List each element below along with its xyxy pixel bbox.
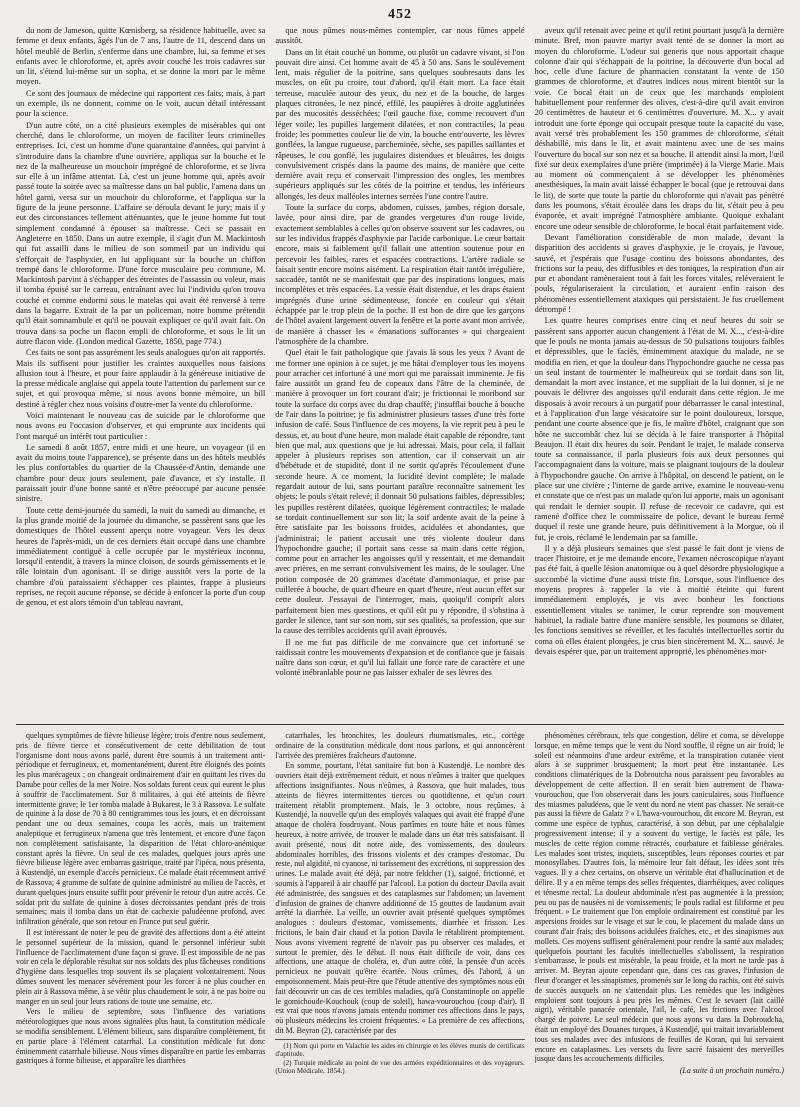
bottom-column-1 [16, 731, 265, 1101]
top-column-1 [16, 26, 265, 716]
article-suicide-chloroform [16, 26, 784, 716]
paragraph: phénomènes cérébraux, tels que congestion, délire et coma, se développe lorsque, en même temps que le vent du Nord souffle, il règne un air froid; le soleil est néanmoins d'une ardeur extrême, et la transpiration cutanée vient alors à se supprimer brusquement; la mort peut être instantanée. Les conditions climatériques de la Dobroutcha nous paraissent peu favorables au développement de cette affection. Il en serait bien autrement de l'hawa-vourouchou, que l'on observerait dans les jours caniculaires, sous l'influence des miasmes paludéens, que le vent du nord ne vient pas chasser. Ne serait-ce pas aussi la fièvre de Galatz ? « L'hawa-vourouchou, dit encore M. Beyran, est comme une espèce de typhus, caractérisé, à son début, par une céphalalgie progressivement intense; il y a souvent du vertige, le faciès est pâle, les muscles de cette région comme rétractés, courbature et faiblesse générales. Les malades sont tristes, inquiets, susceptibles, leurs réponses courtes et par monosyllabes. D'autres fois, la mémoire leur fait défaut, les idées sont très vagues. Il y a chez certains, on observe un véritable état d'hallucination et de délire. Il y a en même temps des selles fréquentes, diarrhéiques, avec coliques et ténesme rectal. La douleur abdominale n'est pas augmentée à la pression; peu ou pas de nausées ni de vomissements; le pouls radial est filiforme et peu fréquent. » Le traitement que l'on emploie ordinairement est constitué par les aspersions froides sur le visage et sur le cou, le placement du malade dans un courant d'air frais; des boissons acidulées fraîches, etc., et des sinapismes aux mollets. Ces moyens suffisent généralement pour rendre la santé aux malades; quelquefois pourtant les facultés intellectuelles s'abolissent, la respiration s'embarrasse, le pouls est misérable, la peau froide, et la mort ne tarde pas à arriver. M. Beyran ajoute cependant que, dans ces cas graves, l'infusion de fleur d'oranger et les sinapismes, promenés sur le long du rachis, ont été suivis de succès auxquels on ne s'attendait plus. Les remèdes que les indigènes emploient sont toujours à peu près les mêmes. C'est le sevaert (lait caillé aigri), véritable panacée orientale, l'ail, le café, les frictions avec l'alcool chargé de poivre. Le seul médecin que nous ayons vu dans la Dobroudcha, était un employé des Douanes turques, à Kustendjé, qui traitait invariablement tous ses malades avec des infusions de feuilles de Koran, qui lui servaient encore en cataplasmes. Les versets du livre sacré faisaient des merveilles jusque dans les accouchements difficiles. [534, 731, 784, 1064]
paragraph: Le samedi 8 août 1857, entre midi et une heure, un voyageur (il en avait du moins toute l'apparence), se présente dans un des hôtels meublés les plus confortables du quartier de la Chaussée-d'Antin, demande une chambre pour deux jours seulement, paie d'avance, et s'y installe. Il paraissait jouir d'une bonne santé et n'être préoccupé par aucune pensée sinistre. [16, 442, 266, 504]
footnotes [275, 1039, 524, 1076]
footnote-1: (1) Nom qui porte en Valachie les aides en chirurgie et les élèves munis de certificats d'aptitude. [275, 1041, 525, 1059]
paragraph: Il y a déjà plusieurs semaines que s'est passé le fait dont je viens de tracer l'histoire, et je me demande encore, l'examen nécroscopique n'ayant pas été fait, à quelle lésion anatomique ou à quel désordre physiologique a succombé la victime d'une aussi triste fin. Lorsque, sous l'influence des moyens propres à rappeler la vie à moitié éteinte qui furent immédiatement employés, je vis avec bonheur les fonctions essentiellement vitales se ranimer, le cœur reprendre son mouvement habituel, la radiale battre d'une manière sensible, les poumons se dilater, les fonctions sensitives se réveiller, et les facultés intellectuelles sortir du coma où elles étaient plongées, je crus bien sincèrement M. X... sauvé. Je devais espérer que, par un traitement approprié, les phénomènes mor- [534, 543, 784, 656]
paragraph: D'un autre côté, on a cité plusieurs exemples de misérables qui ont cherché, dans le chloroforme, un moyen de faciliter leurs criminelles entreprises. Ici, c'est un homme d'une quarantaine d'années, qui parvint à s'introduire dans la chambre d'une ouvrière, appliqua sur la bouche et le nez de la malheureuse un mouchoir imprégné de chloroforme, et se livra sur elle à un infâme attentat. Là, c'est un jeune homme qui, après avoir passé toute la soirée avec sa maîtresse dans un bal public, l'amena dans un hôtel garni, versa sur un mouchoir du chloroforme, et l'appliqua sur la figure de la jeune personne. L'affaire se déroula devant le jury; mais il y eut des circonstances tellement atténuantes, que le jeune homme fut tout simplement condamné à épouser sa maîtresse. Ceci se passait en Angleterre en 1850. Dans un autre exemple, il s'agit d'un M. Mackintosh qui fut assailli dans le milieu de son sommeil par un individu qui s'efforçait de l'asphyxier, en lui appliquant sur la bouche un chiffon trempé dans le chloroforme. D'une force musculaire peu commune, M. Mackintosh parvint à s'échapper des étreintes de l'assassin ou voleur, mais il tomba épuisé sur le carreau, entraînant avec lui l'individu qu'on trouva couché et comme endormi sous le matelas qui avait été renversé à terre dans la bagarre. Extrait de la par un policeman, notre homme prétendit qu'il était somnambule et qu'il ne pouvait expliquer ce qu'il avait fait. On trouva dans sa poche un flacon empli de chloroforme, et sous le lit un autre flacon vide. (London medical Gazette, 1850, page 774.) [16, 120, 266, 346]
bottom-column-3 [535, 731, 784, 1101]
paragraph: Ces faits ne sont pas assurément les seuls analogues qu'on ait rapportés. Mais ils suffisent pour justifier les craintes auxquelles nous faisions allusion tout à l'heure, et pour faire applaudir à la généreuse initiative de la presse médicale anglaise qui appela toute l'attention du parlement sur ce sujet, et qui provoqua même, si nous avons bonne mémoire, un bill destiné à régler chez nous voisins d'outre-mer la vente du chloroforme. [16, 348, 266, 409]
top-column-3 [535, 26, 784, 716]
paragraph: Il est intéressant de noter le peu de gravité des affections dont a été atteint le personnel supérieur de la mission, quand le personnel inférieur subit l'influence de l'acclimatement d'une façon si grave. Il est impossible de ne pas voir en cela le déplorable résultat sur nos soldats des plus fâcheuses conditions d'hygiène dans lesquelles trop souvent ils se plaçaient volontairement. Nous dûmes souvent les menacer sévèrement pour les forcer à ne plus coucher en plein air à Rassova même, à se vêtir plus chaudement le soir, à ne pas boire ou manger en un seul jour leurs rations de toute une semaine, etc. [16, 927, 266, 1006]
footnote-2: (2) Turquie médicale au point de vue des armées expéditionnaires et des voyageurs. (Union Médicale, 1854.) [275, 1058, 525, 1076]
continuation-note: (La suite à un prochain numéro.) [679, 1066, 784, 1076]
paragraph: que nous pûmes nous-mêmes contempler, car nous fûmes appelé aussitôt. [275, 26, 525, 46]
paragraph: Quel était le fait pathologique que j'avais là sous les yeux ? Avant de me former une opinion à ce sujet, je me hâtai d'employer tous les moyens pour arracher cet infortuné à une mort qui me paraissait imminente. Je fis faire aussitôt un grand feu de copeaux dans l'âtre de la cheminée, de manière à provoquer un fort courant d'air; je frictionnai le moribond sur toute la surface du corps avec du drap chauffé; j'insufflai bouche à bouche de l'air dans la poitrine; je fis administrer plusieurs tasses d'une très forte infusion de café. Sous l'influence de ces moyens, la vie reprit peu à peu le dessus, et, au bout d'une heure, mon malade était capable de répondre, tant bien que mal, aux questions que je lui adressai. Mais, pour cela, il fallait appeler à plusieurs reprises son attention, car il conservait un air d'hébétude et de stupidité, dont il ne sortit qu'après l'écoulement d'une seconde heure. A ce moment, la lucidité devint complète; le malade regardait autour de lui, sans pourtant paraître reconnaître sainement les objets; le pouls s'était relevé; il donnait 50 pulsations faibles, dépressibles; les pupilles restèrent dilatées, quoique légèrement contractiles; le malade se tordait continuellement sur son lit; la soif ardente avait de la peine à être satisfaite par les boissons froides, acidulées et abondantes, que j'administrai; le patient accusait une très violente douleur dans l'hypochondre gauche; il portait sans cesse sa main dans cette région, comme pour en arracher les angoisses qu'il y ressentait, et me demandait avec prières, en me serrant convulsivement les mains, de le soulager. Une potion composée de 20 grammes d'acétate d'ammoniaque, et prise par cuillerée à bouche, de quart d'heure en quart d'heure, n'eut aucun effet sur cette douleur. J'essayai de l'interroger, mais, quoiqu'il comprît alors parfaitement bien mes questions, et qu'il eût pu y répondre, il s'obstina à garder le silence, tant sur son nom, sur ses qualités, sa profession, que sur la cause des terribles accidents qu'il avait éprouvés. [275, 348, 525, 636]
paragraph: Les quatre heures comprises entre cinq et neuf heures du soir se passèrent sans apporter aucun changement à l'état de M. X..., c'est-à-dire que le pouls ne monta jamais au-dessus de 50 pulsations toujours faibles et dépressibles, que le faciès, éminemment ataxique du malade, ne se modifia en rien, et que la douleur dans l'hypochondre gauche ne cessa pas un seul instant de tourmenter le malheureux qui se tordait dans son lit, demandait la mort avec instance, et me suppliait de la lui donner, si je ne pouvais le délivrer des angoisses qu'il endurait dans cette région. Je me disposais à avoir recours à un purgatif pour débarrasser le canal intestinal, et à l'application d'un large vésicatoire sur le point douloureux, lorsque, pendant une courte absence que je fis, le maître d'hôtel, craignant que son hôte ne succombât chez lui se décida à le faire transporter à l'hôpital Beaujon. Il était dix heures du soir. Pendant le trajet, le malade conserva toute sa connaissance, il parla plusieurs fois aux deux personnes qui l'accompagnaient dans la voiture, mais se plaignant toujours de la douleur à l'hypochondre gauche. On arrive à l'hôpital, on descend le patient, on le place sur une civière ; l'interne de garde arrive, examine le nouveau-venu et constate que ce n'est pas un malade qu'on lui apporte, mais un agonisant qui rendait le dernier soupir. Il refuse de recevoir ce cadavre, qui est ramené d'office chez le commissaire de police, devant le bureau fermé duquel il reste une grande heure, puis définitivement à la Morgue, où il fut, je crois, réclamé le lendemain par sa famille. [534, 316, 784, 542]
paragraph: aveux qu'il retenait avec peine et qu'il retint pourtant jusqu'à la dernière minute. Bref, mon pauvre martyr avait tenté de se donner la mort au moyen du chloroforme. L'odeur sui generis que nous apportait chaque colonne d'air qui s'échappait de la poitrine, la découverte d'un bocal ad hoc, celle d'une facture de pharmacien constatant la vente de 150 grammes de chloroforme, et d'autres indices nous mirent bientôt sur la voie. Ce bocal était un de ceux que les marchands emploient habituellement pour renfermer des olives, c'est-à-dire qu'il avait environ 20 centimètres de hauteur et 6 centimètres d'ouverture. M. X... y avait introduit une forte éponge qui occupait presque toute la capacité du vase, avait versé très probablement les 150 grammes de chloroforme, s'était déshabillé, mis dans le lit, et avait maintenu avec une de ses mains l'ouverture du bocal sur son nez et sa bouche. Il attendit ainsi la mort, l'œil fixé sur deux exemplaires d'une prière (imprimée) à la Vierge Marie. Mais au moment où commençaient à se développer les phénomènes anesthésiques, la main avait laissé échapper le bocal (que je retrouvai dans le lit), de sorte que toute la partie du chloroforme qui n'avait pas pénétré dans les poumons, s'était écoulée dans les draps du lit, s'était peu à peu évaporée, et avait imprégné l'atmosphère ambiante. Quoique exhalant encore une odeur sensible de chloroforme, le bocal était parfaitement vide. [534, 26, 784, 231]
paragraph: catarrhales, les bronchites, les douleurs rhumatismales, etc., cortège ordinaire de la constitution médicale dont nous parlons, et qui annoncèrent l'arrivée des premières fraîcheurs d'automne. [275, 731, 525, 760]
top-column-2 [275, 26, 524, 716]
paragraph: En somme, pourtant, l'état sanitaire fut bon à Kustendjé. Le nombre des ouvriers était déjà extrêmement réduit, et nous n'eûmes à traiter que quelques affections insignifiantes. Nous n'eûmes, à Rassova, que huit malades, tous atteints de fièvres intermittentes tierces ou quotidienne, et qu'un court traitement rétablit promptement. Mais, le 3 octobre, nous reçûmes, à Kustendjé, la nouvelle qu'un des employés valaques qui avait été frappé d'une attaque de choléra foudroyant. Nous partîmes en toute hâte et nous fûmes heureux, à notre arrivée, de trouver le malade dans un état très satisfaisant. Il avait présenté, nous dit notre aide, des vomissements, des douleurs abdominales horribles, des frissons violents et des crampes d'estomac. Du reste, nul algidité, ni cyanose, ni tarissement des excrétions, ni suppression des urines. Le malade avait été déjà, par notre feldcher (1), saigné, frictionné, et soumis à l'appareil à air chauffé par l'alcool. La potion du docteur Davila avait été administrée, des sangsues et des cataplasmes sur l'abdomen; un lavement d'infusion de graines de chanvre additionné de 15 gouttes de laudanum avait arrêté la diarrhée. La veille, un ouvrier avait présenté quelques symptômes analogues : douleurs d'estomac, vomissements, diarrhée et frisson. Les frictions, le bain d'air chaud et la potion Davila le rétablirent promptement. Nous avons vivement regretté de n'avoir pas pu observer ces malades, et surtout le premier, dès le début. Il nous était difficile de voir, dans ces affections, une attaque de choléra, et, d'un autre côté, la pensée d'un accès pernicieux ne pouvait qu'être écartée. Nous crûmes, dès l'abord, à un empoisonnement. Mais peut-être que l'étude attentive des symptômes nous eût fait découvrir un cas de ces terribles maladies, qu'à Constantinople on appelle le gomichoude-Kouchouk (coup de soleil), hawa-vourouchou (coup d'air). Il est vrai que nous n'avons jamais entendu nommer ces affections dans le pays, où plusieurs médecins les croient fréquentes. « La première de ces affections, dit M. Beyran (2), caractérisée par des [275, 761, 525, 1035]
page-number: 452 [388, 7, 412, 22]
paragraph: Vers le milieu de septembre, sous l'influence des variations météorologiques que nous avons signalées plus haut, la constitution médicale se modifia sensiblement. L'élément bilieux, sans disparaître complètement, fit en partie place à l'élément catarrhal. La constitution médicale fut donc éminemment catarrhale bilieuse. Nous vîmes disparaître en partie les embarras gastriques à forme bilieuse, et apparaître les diarrhées [16, 1007, 266, 1066]
bottom-column-3-body [535, 731, 784, 1064]
paragraph: du nom de Jameson, quitte Kœnisberg, sa résidence habituelle, avec sa femme et deux enfants, âgés l'un de 7 ans, l'autre de 11, descend dans un hôtel meublé de Berlin, s'enferme dans une chambre, lui, sa femme et ses enfants avec le chloroforme, et, après avoir couché les trois cadavres sur un lit, s'étend lui-même sur un sopha, et se donne la mort par le même moyen. [16, 26, 266, 87]
paragraph: Ce sont des journaux de médecine qui rapportent ces faits; mais, à part un exemple, ils ne donnent, comme on le voit, aucun détail intéressant pour la science. [16, 88, 266, 119]
bottom-column-2 [275, 731, 524, 1101]
article-dobroutcha-report [16, 731, 784, 1101]
paragraph: Voici maintenant le nouveau cas de suicide par le chloroforme que nous avons eu l'occasion d'observer, et qui emprunte aux incidents qui l'ont marqué un intérêt tout particulier : [16, 410, 266, 441]
paragraph: Dans un lit était couché un homme, ou plutôt un cadavre vivant, si l'on pouvait dire ainsi. Cet homme avait de 45 à 50 ans. Sans le soulèvement lent, mais régulier de la poitrine, sans quelques soubresauts dans les muscles, on eût pu croire, tout d'abord, qu'il était mort. La face était terreuse, maculée autour des yeux, du nez et de la bouche, de larges plaques citronées, le nez pincé, effilé, les paupières à droite agglutinées par des mucosités desséchées; l'œil gauche fixe, comme recouvert d'un léger voile; les pupilles largement dilatées, et non contractiles, la peau froide; les pommettes couleur lie de vin, la bouche entr'ouverte, les lèvres gonflées, la langue rugueuse, parcheminée, sèche, ses papilles saillantes et râpeuses, le cou gonflé, les jugulaires distendues et bleuâtres, les doigts convulsivement crispés dans la paume des mains, de manière que cette dernière avait reçu et conservait l'impression des ongles, les membres supérieurs appliqués sur les côtés de la poitrine et tendus, les inférieurs allongés, les deux malléoles internes serrées l'une contre l'autre. [275, 47, 525, 201]
section-divider [16, 724, 784, 725]
paragraph: quelques symptômes de fièvre bilieuse légère; trois d'entre nous seulement, pris de fièvre tierce et consécutivement de cette débilitation de tout l'organisme dont nous avons parlé, durent être soumis à un traitement anti-périodique et ferrugineux, et, momentanément, durent être éloignés des points les plus marécageux ; on changeait ordinairement d'air en quittant les rives du Danube pour celles de la mer Noire. Nos soldats furent ceux qui eurent le plus à souffrir de l'acclimatement. Sur 8 militaires, à qui été atteints de fièvre intermittente grave; le 1er tomba malade à Bukarest, le 3 à Rassova. Le sulfate de quinine à la dose de 70 à 80 centigrammes tous les jours, et en décroissant pendant une ou deux semaines, coupa les accès, mais un traitement analeptique et ferrugineux n'amena que très lentement, et encore d'une façon non complètement satisfaisante, la disparition de l'état chloro-anémique constant après la fièvre. Un seul de ces malades, quelques jours après une fièvre bilieuse légère avec embarras gastrique, traité par l'ipéca, nous présenta, à Kustendjé, un exemple d'accès pernicieux. Ce malade était récemment arrivé de Rassova; 4 gramme de sulfate de quinine administré au milieu de l'accès, et durant quelques jours ensuite suffit pour prévenir le retour d'un autre accès. Ce soldat prit du sulfate de quinine à doses décroissantes pendant près de trois semaines; mais il tomba dans un état de cachexie paludéenne profond, avec infiltration générale, que son retour en France put seul guérir. [16, 731, 266, 927]
paragraph: Devant l'amélioration considérable de mon malade, devant la disparition des accidents si graves d'asphyxie, je le croyais, je l'avoue, sauvé, et j'espérais que l'usage continu des boissons abondantes, des frictions sur la peau, des diffusibles et des toniques, la respiration d'un air pur et abondant ramèneraient tout à fait les forces vitales, relèveraient le pouls, régulariseraient la circulation, et auraient enfin raison des phénomènes essentiellement ataxiques qui persistaient. Je fus cruellement détrompé ! [534, 232, 784, 315]
bottom-column-2-body [275, 731, 524, 1036]
paragraph: Toute la surface du corps, abdomen, cuisses, jambes, région dorsale, lavée, pour ainsi dire, par de grandes vergetures d'un rouge livide, exactement semblables à celles qu'on observe souvent sur les cadavres, ou sur les individus frappés d'asphyxie par l'acide carbonique. Le cœur battait encore, mais si faiblement qu'il fallait une attention soutenue pour en percevoir les faibles, rares et espacées contractions. L'artère radiale se faisait sentir encore moins aisément. La respiration était tantôt irrégulière, saccadée, tantôt ne se manifestait que par des inspirations longues, mais incomplètes et très espacées. La vessie était distendue, et les draps étaient imprégnés d'une urine sédimenteuse, foncée en couleur qui s'était échappée par le trop plein de la poche. Il est bon de dire que les garçons de l'hôtel avaient largement ouvert la fenêtre et la porte avant mon arrivée, de manière à chasser les « émanations suffocantes » qui chargeaient l'atmosphère de la chambre. [275, 203, 525, 346]
paragraph: Il ne me fut pas difficile de me convaincre que cet infortuné se raidissait contre les mouvements d'expansion et de confiance que je faisais naître dans son cœur, et qu'il lui fallait une force rare de caractère et une volonté inébranlable pour ne pas laisser exhaler de ses lèvres des [275, 637, 525, 678]
paragraph: Toute cette demi-journée du samedi, la nuit du samedi au dimanche, et la plus grande moitié de la journée du dimanche, se passèrent sans que les domestiques de l'hôtel eussent aperçu notre voyageur. Vers les deux heures de l'après-midi, un de ces derniers était occupé dans une chambre immédiatement contiguë à celle occupée par le mystérieux inconnu, lorsqu'il entendit, à travers la mince cloison, de sourds gémissements et le râle lointain d'un agonisant. Il se dirige aussitôt vers la porte de la chambre d'où paraissaient s'échapper ces plaintes, frappe à plusieurs reprises, ne reçoit aucune réponse, se décide à enfoncer la porte d'un coup de genou, et est alors témoin d'un tableau navrant, [16, 505, 266, 608]
